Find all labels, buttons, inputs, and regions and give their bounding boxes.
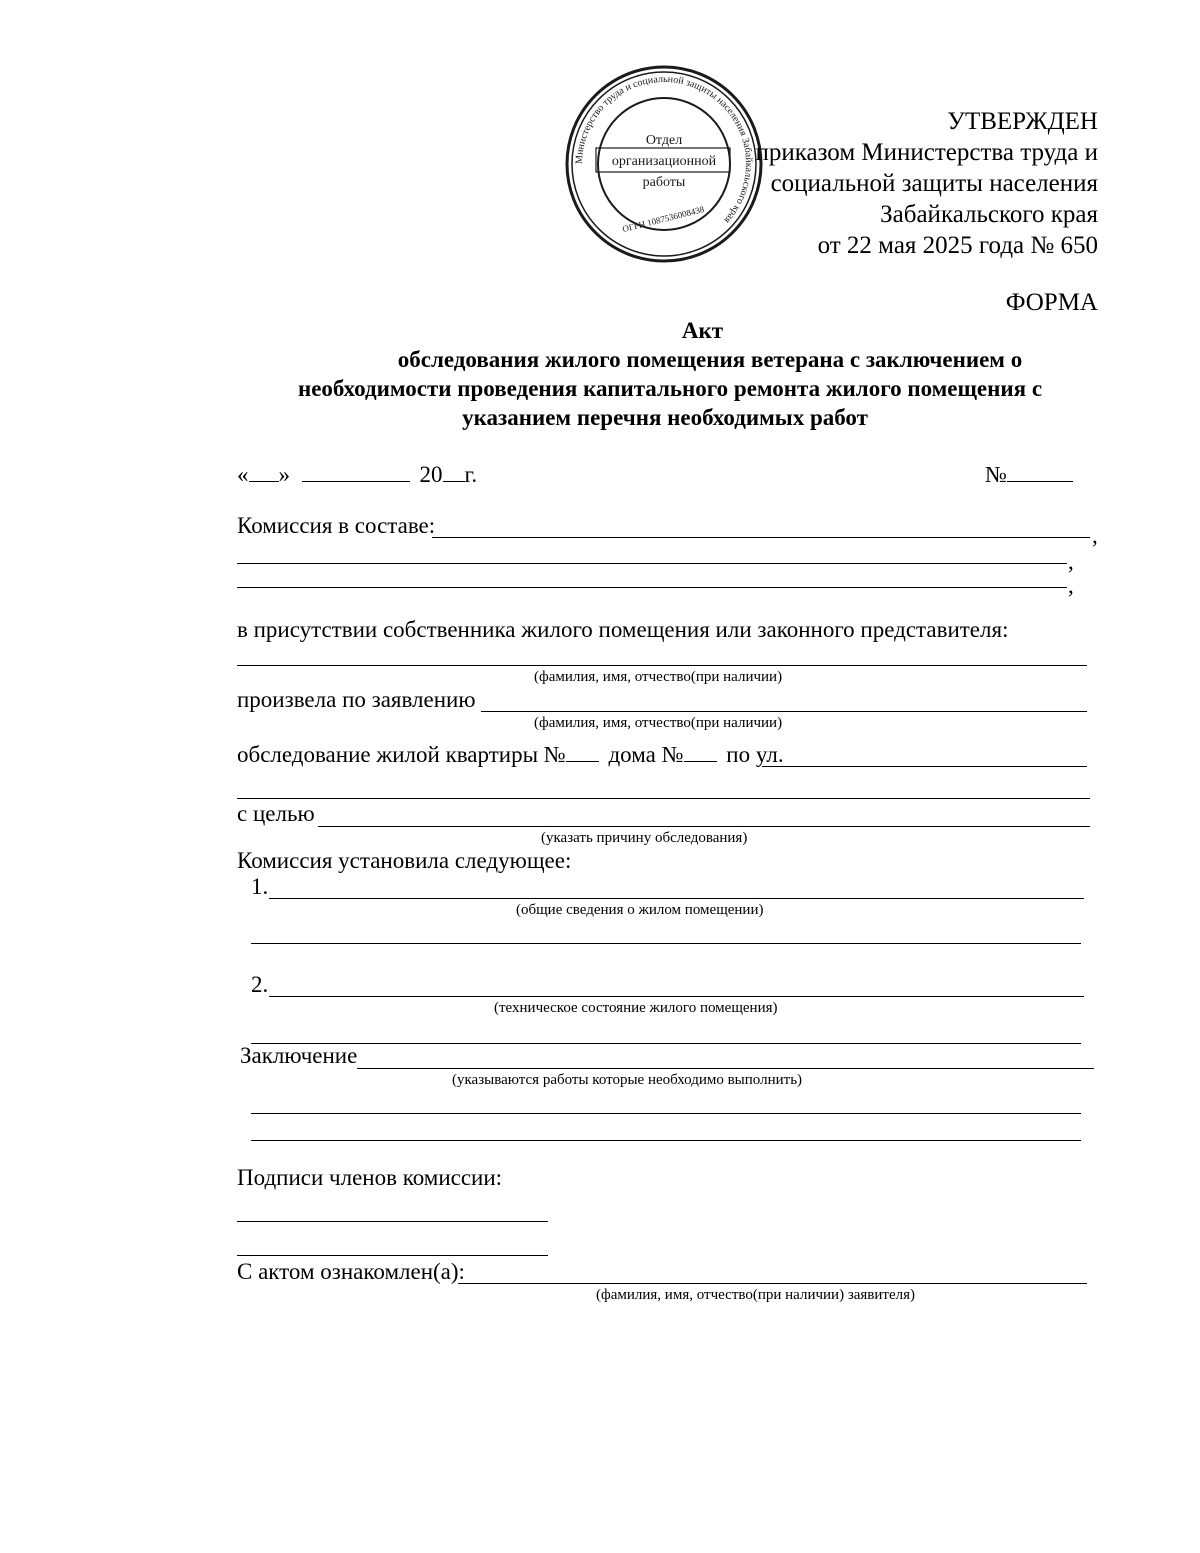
approval-line: приказом Министерства труда и	[755, 139, 1098, 166]
approval-line: от 22 мая 2025 года № 650	[817, 232, 1098, 259]
conclusion-caption: (указываются работы которые необходимо выполнить)	[452, 1072, 803, 1088]
stamp-ring-text: Министерство труда и социальной защиты населения Забайкальского края	[573, 73, 755, 226]
signature-field-1[interactable]	[237, 1221, 548, 1222]
act-number: №	[985, 461, 1073, 489]
form-label: ФОРМА	[1005, 289, 1098, 316]
conclusion-label: Заключение	[240, 1043, 358, 1068]
street-field[interactable]	[762, 766, 1087, 767]
title-line: необходимости проведения капитального ремонта жилого помещения с	[297, 376, 1043, 401]
stamp-center-line: организационной	[611, 154, 717, 169]
house-number-field[interactable]	[684, 743, 717, 762]
purpose-field[interactable]	[318, 826, 1090, 827]
title-line: обследования жилого помещения ветерана с заключением о	[397, 347, 1023, 372]
comma: ,	[1092, 523, 1098, 548]
stamp-center-line: Отдел	[645, 133, 683, 148]
commission-field-2[interactable]	[237, 563, 1067, 564]
acknowledged-caption: (фамилия, имя, отчество(при наличии) заявителя)	[596, 1287, 916, 1303]
finding-1-field[interactable]	[269, 898, 1084, 899]
finding-1-caption: (общие сведения о жилом помещении)	[516, 902, 764, 918]
approval-line: социальной защиты населения	[770, 170, 1098, 197]
purpose-caption: (указать причину обследования)	[541, 830, 748, 846]
date-row: « » 20 г.	[237, 462, 478, 487]
address-continuation-field[interactable]	[237, 798, 1090, 799]
approval-block	[678, 106, 1098, 261]
application-caption: (фамилия, имя, отчество(при наличии)	[534, 715, 783, 731]
conclusion-continuation-field-2[interactable]	[251, 1140, 1081, 1141]
purpose-label: с целью	[237, 801, 315, 826]
findings-label: Комиссия установила следующее:	[237, 848, 572, 873]
day-field[interactable]	[249, 463, 279, 482]
commission-field-1[interactable]	[432, 537, 1090, 538]
act-number-field[interactable]	[1007, 463, 1073, 482]
applicant-name-field[interactable]	[481, 711, 1087, 712]
comma: ,	[1068, 573, 1074, 598]
conclusion-continuation-field-1[interactable]	[251, 1113, 1081, 1114]
applicant-signature-field[interactable]	[458, 1283, 1087, 1284]
acknowledged-label: С актом ознакомлен(а):	[237, 1259, 465, 1284]
presence-label: в присутствии собственника жилого помещения или законного представителя:	[237, 617, 1009, 642]
document-title	[0, 316, 1200, 432]
month-field[interactable]	[302, 463, 410, 482]
apartment-number-field[interactable]	[566, 743, 599, 762]
stamp-ogrn: ОГРН 1087536008438	[621, 204, 706, 235]
presence-caption: (фамилия, имя, отчество(при наличии)	[534, 669, 783, 685]
stamp-center-line: работы	[642, 175, 686, 190]
commission-label: Комиссия в составе:	[237, 513, 436, 538]
application-label: произвела по заявлению	[237, 687, 476, 712]
title-line: указанием перечня необходимых работ	[462, 405, 868, 430]
finding-1-number: 1.	[251, 874, 269, 899]
finding-2-field[interactable]	[269, 996, 1084, 997]
approval-line: УТВЕРЖДЕН	[947, 108, 1098, 135]
year-field[interactable]	[443, 463, 465, 482]
finding-2-continuation-field[interactable]	[251, 1043, 1081, 1044]
finding-2-caption: (техническое состояние жилого помещения)	[494, 1000, 778, 1016]
title-line: Акт	[681, 318, 724, 343]
signatures-label: Подписи членов комиссии:	[237, 1165, 503, 1190]
comma: ,	[1068, 549, 1074, 574]
finding-1-continuation-field[interactable]	[251, 943, 1081, 944]
signature-field-2[interactable]	[237, 1255, 548, 1256]
commission-field-3[interactable]	[237, 587, 1067, 588]
approval-line: Забайкальского края	[880, 201, 1098, 228]
conclusion-field[interactable]	[357, 1068, 1094, 1069]
finding-2-number: 2.	[251, 972, 269, 997]
inspection-row: обследование жилой квартиры № дома № по ул.	[237, 742, 784, 767]
owner-name-field[interactable]	[237, 665, 1087, 666]
